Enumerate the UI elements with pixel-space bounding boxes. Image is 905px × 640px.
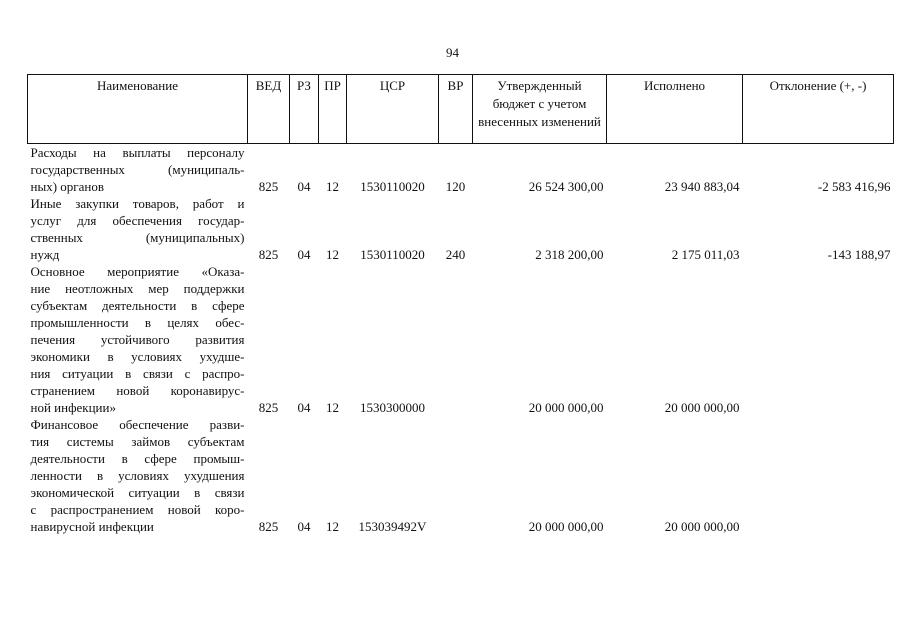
row-name: [28, 195, 248, 263]
cell-rz: 04: [297, 400, 311, 415]
cell-approved: 20 000 000,00: [528, 400, 604, 415]
row-name-line: Финансовое обеспечение разви-: [30, 417, 245, 432]
cell-vr: 240: [445, 247, 466, 262]
cell-deviation: -2 583 416,96: [817, 179, 891, 194]
cell-vr: [439, 416, 473, 535]
cell-pr: 12: [326, 400, 339, 415]
cell-approved: 20 000 000,00: [528, 519, 604, 534]
cell-csr: 1530300000: [360, 400, 425, 415]
row-name-line: ных) органов: [30, 179, 104, 194]
cell-ved: 825: [258, 400, 279, 415]
row-name-line: ной инфекции»: [30, 400, 116, 415]
cell-pr: 12: [326, 179, 339, 194]
cell-deviation: -143 188,97: [827, 247, 891, 262]
table-header-row: [28, 75, 894, 144]
header-ved: ВЕД: [248, 75, 290, 144]
row-name-line: с распространением новой коро-: [30, 502, 245, 517]
budget-table: [27, 74, 894, 535]
cell-deviation: [743, 263, 894, 416]
row-name-line: экономической ситуации в связи: [30, 485, 245, 500]
row-name-line: субъектам деятельности в сфере: [30, 298, 245, 313]
cell-executed: 20 000 000,00: [664, 400, 740, 415]
row-name-line: ленности в условиях ухудшения: [30, 468, 245, 483]
table-row: [28, 195, 894, 263]
cell-csr: 1530110020: [360, 247, 425, 262]
row-name-line: странением новой коронавирус-: [30, 383, 245, 398]
row-name-line: печения устойчивого развития: [30, 332, 245, 347]
row-name-line: навирусной инфекции: [30, 519, 154, 534]
cell-rz: 04: [297, 519, 311, 534]
header-vr: ВР: [439, 75, 473, 144]
cell-executed: 20 000 000,00: [664, 519, 740, 534]
table-row: [28, 144, 894, 196]
cell-ved: 825: [258, 179, 279, 194]
row-name-line: ственных (муниципальных): [30, 230, 245, 245]
row-name: [28, 144, 248, 196]
cell-approved: 26 524 300,00: [528, 179, 604, 194]
row-name-line: тия системы займов субъектам: [30, 434, 245, 449]
cell-rz: 04: [297, 247, 311, 262]
header-rz: РЗ: [290, 75, 319, 144]
cell-vr: 120: [445, 179, 466, 194]
row-name-line: государственных (муниципаль-: [30, 162, 245, 177]
row-name-line: деятельности в сфере промыш-: [30, 451, 245, 466]
row-name-line: ние неотложных мер поддержки: [30, 281, 245, 296]
cell-approved: 2 318 200,00: [535, 247, 604, 262]
row-name-line: экономики в условиях ухудше-: [30, 349, 245, 364]
cell-executed: 2 175 011,03: [671, 247, 740, 262]
cell-ved: 825: [258, 519, 279, 534]
row-name-line: ния ситуации в связи с распро-: [30, 366, 245, 381]
header-pr: ПР: [319, 75, 347, 144]
header-name: Наименование: [28, 75, 248, 144]
cell-csr: 153039492V: [358, 519, 427, 534]
header-executed: Исполнено: [607, 75, 743, 144]
cell-ved: 825: [258, 247, 279, 262]
row-name-line: Основное мероприятие «Оказа-: [30, 264, 245, 279]
row-name-line: промышленности в целях обес-: [30, 315, 245, 330]
header-approved: Утвержденный бюджет с учетом внесенных изменений: [473, 75, 607, 144]
cell-pr: 12: [326, 247, 339, 262]
row-name: [28, 416, 248, 535]
cell-csr: 1530110020: [360, 179, 425, 194]
header-csr: ЦСР: [347, 75, 439, 144]
page-number: 94: [446, 45, 459, 60]
cell-executed: 23 940 883,04: [664, 179, 740, 194]
cell-vr: [439, 263, 473, 416]
row-name-line: нужд: [30, 247, 60, 262]
cell-deviation: [743, 416, 894, 535]
row-name-line: услуг для обеспечения государ-: [30, 213, 245, 228]
header-deviation: Отклонение (+, -): [743, 75, 894, 144]
table-row: [28, 263, 894, 416]
cell-pr: 12: [326, 519, 339, 534]
cell-rz: 04: [297, 179, 311, 194]
row-name-line: Расходы на выплаты персоналу: [30, 145, 245, 160]
row-name-line: Иные закупки товаров, работ и: [30, 196, 245, 211]
table-row: [28, 416, 894, 535]
row-name: [28, 263, 248, 416]
